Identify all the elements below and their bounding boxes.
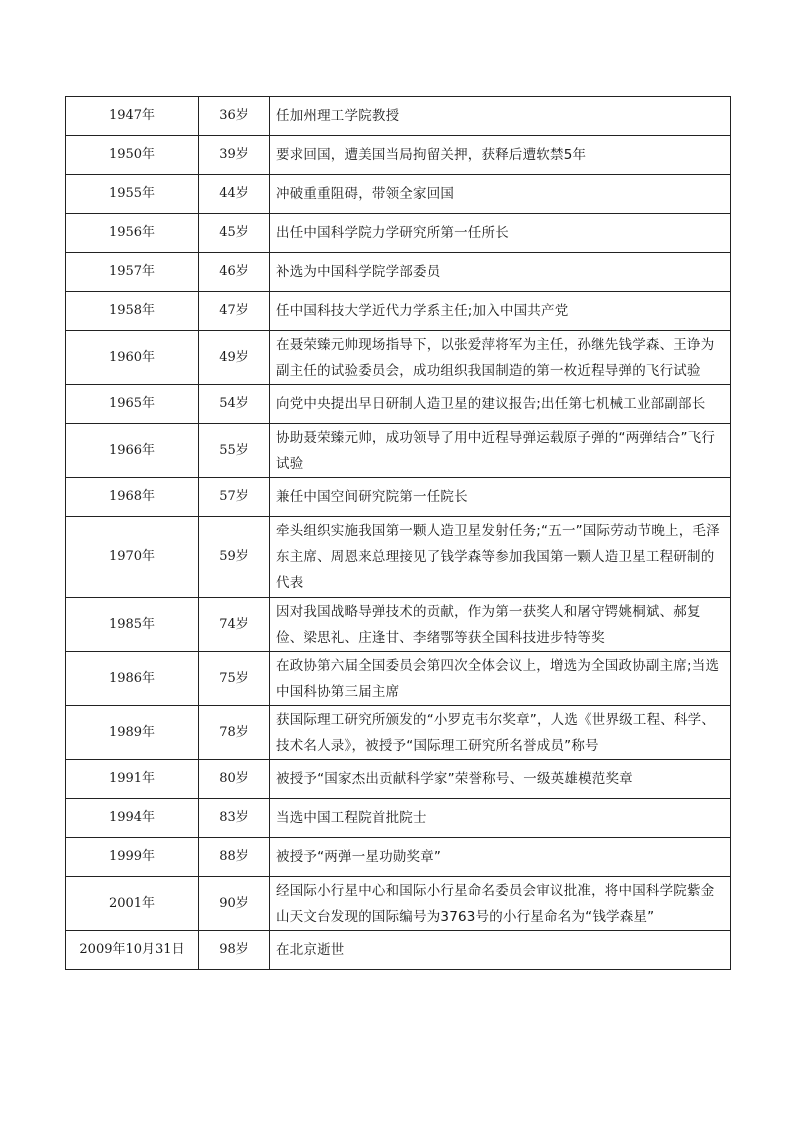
age-cell: 98岁 — [199, 931, 270, 970]
year-cell: 1985年 — [66, 598, 199, 652]
age-cell: 57岁 — [199, 478, 270, 517]
year-cell: 1989年 — [66, 706, 199, 760]
year-cell: 1968年 — [66, 478, 199, 517]
table-row — [66, 478, 731, 517]
year-cell: 1999年 — [66, 838, 199, 877]
age-cell: 83岁 — [199, 799, 270, 838]
event-cell: 向党中央提出早日研制人造卫星的建议报告;出任第七机械工业部副部长 — [270, 385, 731, 424]
age-cell: 49岁 — [199, 331, 270, 385]
event-cell: 任中国科技大学近代力学系主任;加入中国共产党 — [270, 292, 731, 331]
table-row — [66, 136, 731, 175]
year-cell: 1994年 — [66, 799, 199, 838]
year-cell: 1950年 — [66, 136, 199, 175]
age-cell: 59岁 — [199, 517, 270, 598]
table-row — [66, 385, 731, 424]
event-cell: 牵头组织实施我国第一颗人造卫星发射任务;“五一”国际劳动节晚上，毛泽东主席、周恩来总理接见了钱学森等参加我国第一颗人造卫星工程研制的代表 — [270, 517, 731, 598]
table-row — [66, 598, 731, 652]
year-cell: 1956年 — [66, 214, 199, 253]
event-cell: 任加州理工学院教授 — [270, 97, 731, 136]
timeline-table — [65, 96, 731, 970]
event-cell: 获国际理工研究所颁发的“小罗克韦尔奖章”，人选《世界级工程、科学、技术名人录》，被授予“国际理工研究所名誉成员”称号 — [270, 706, 731, 760]
year-cell: 1960年 — [66, 331, 199, 385]
age-cell: 46岁 — [199, 253, 270, 292]
table-row — [66, 175, 731, 214]
year-cell: 1966年 — [66, 424, 199, 478]
age-cell: 74岁 — [199, 598, 270, 652]
year-cell: 1955年 — [66, 175, 199, 214]
event-cell: 因对我国战略导弹技术的贡献，作为第一获奖人和屠守锷姚桐斌、郝复俭、梁思礼、庄逢甘、李绪鄂等获全国科技进步特等奖 — [270, 598, 731, 652]
table-row — [66, 253, 731, 292]
event-cell: 经国际小行星中心和国际小行星命名委员会审议批准，将中国科学院紫金山天文台发现的国际编号为3763号的小行星命名为“钱学森星” — [270, 877, 731, 931]
event-cell: 出任中国科学院力学研究所第一任所长 — [270, 214, 731, 253]
event-cell: 要求回国，遭美国当局拘留关押，获释后遭软禁5年 — [270, 136, 731, 175]
event-cell: 被授予“两弹一星功勋奖章” — [270, 838, 731, 877]
year-cell: 1965年 — [66, 385, 199, 424]
age-cell: 44岁 — [199, 175, 270, 214]
event-cell: 当选中国工程院首批院士 — [270, 799, 731, 838]
table-row — [66, 799, 731, 838]
event-cell: 补选为中国科学院学部委员 — [270, 253, 731, 292]
age-cell: 90岁 — [199, 877, 270, 931]
table-row — [66, 706, 731, 760]
year-cell: 2009年10月31日 — [66, 931, 199, 970]
table-row — [66, 838, 731, 877]
age-cell: 45岁 — [199, 214, 270, 253]
table-row — [66, 652, 731, 706]
year-cell: 1970年 — [66, 517, 199, 598]
age-cell: 39岁 — [199, 136, 270, 175]
table-row — [66, 292, 731, 331]
event-cell: 在聂荣臻元帅现场指导下，以张爱萍将军为主任，孙继先钱学森、王诤为副主任的试验委员会，成功组织我国制造的第一枚近程导弹的飞行试验 — [270, 331, 731, 385]
event-cell: 在政协第六届全国委员会第四次全体会议上，增选为全国政协副主席;当选中国科协第三届主席 — [270, 652, 731, 706]
age-cell: 88岁 — [199, 838, 270, 877]
table-row — [66, 931, 731, 970]
table-row — [66, 97, 731, 136]
event-cell: 被授予“国家杰出贡献科学家”荣誉称号、一级英雄模范奖章 — [270, 760, 731, 799]
age-cell: 55岁 — [199, 424, 270, 478]
year-cell: 1958年 — [66, 292, 199, 331]
year-cell: 1986年 — [66, 652, 199, 706]
year-cell: 1991年 — [66, 760, 199, 799]
table-row — [66, 214, 731, 253]
table-row — [66, 760, 731, 799]
year-cell: 1957年 — [66, 253, 199, 292]
event-cell: 冲破重重阻碍，带领全家回国 — [270, 175, 731, 214]
event-cell: 兼任中国空间研究院第一任院长 — [270, 478, 731, 517]
timeline-body — [66, 97, 731, 970]
event-cell: 协助聂荣臻元帅，成功领导了用中近程导弹运载原子弹的“两弹结合”飞行试验 — [270, 424, 731, 478]
event-cell: 在北京逝世 — [270, 931, 731, 970]
table-row — [66, 877, 731, 931]
age-cell: 78岁 — [199, 706, 270, 760]
table-row — [66, 331, 731, 385]
age-cell: 75岁 — [199, 652, 270, 706]
year-cell: 2001年 — [66, 877, 199, 931]
year-cell: 1947年 — [66, 97, 199, 136]
age-cell: 80岁 — [199, 760, 270, 799]
age-cell: 54岁 — [199, 385, 270, 424]
table-row — [66, 424, 731, 478]
age-cell: 47岁 — [199, 292, 270, 331]
age-cell: 36岁 — [199, 97, 270, 136]
table-row — [66, 517, 731, 598]
